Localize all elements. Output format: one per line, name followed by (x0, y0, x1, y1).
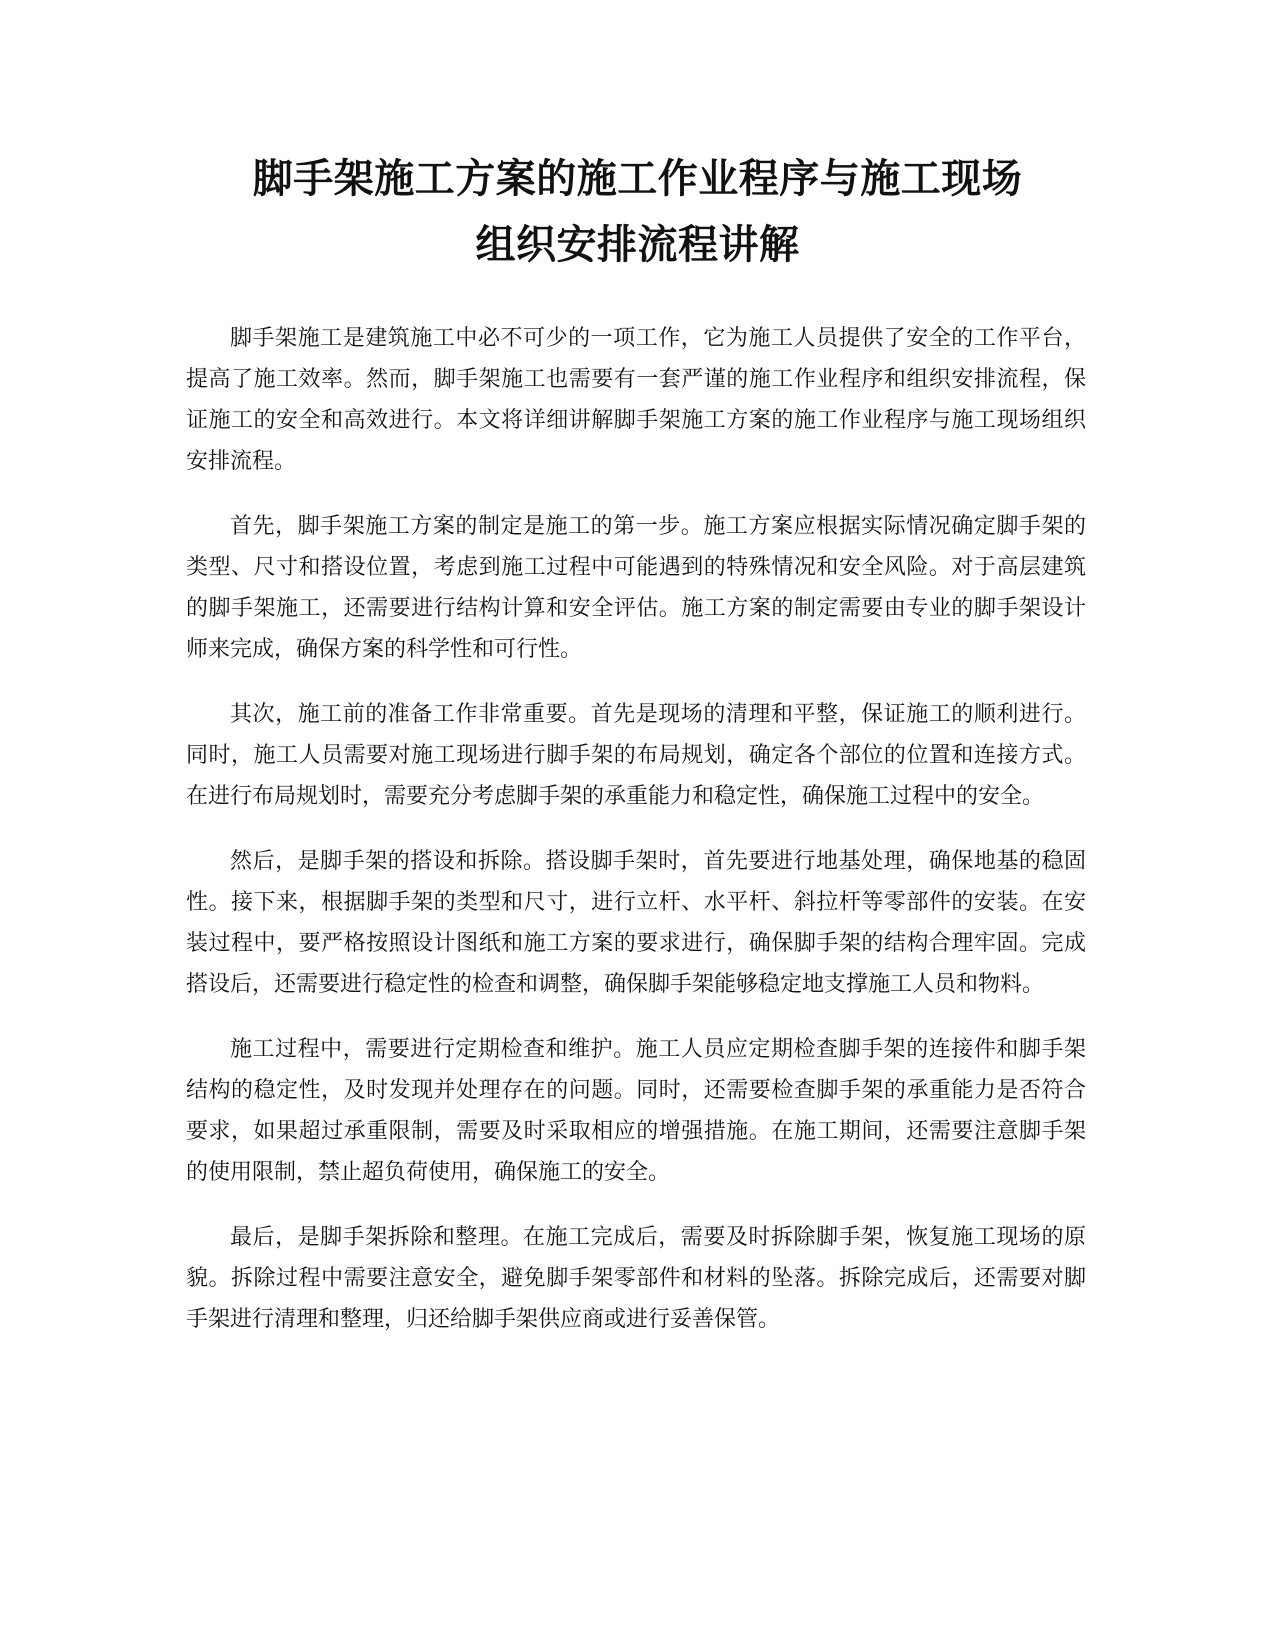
paragraph-plan: 首先，脚手架施工方案的制定是施工的第一步。施工方案应根据实际情况确定脚手架的类型、尺寸和搭设位置，考虑到施工过程中可能遇到的特殊情况和安全风险。对于高层建筑的脚手架施工，还需要进行结构计算和安全评估。施工方案的制定需要由专业的脚手架设计师来完成，确保方案的科学性和可行性。 (186, 514, 1086, 662)
paragraph-erection: 然后，是脚手架的搭设和拆除。搭设脚手架时，首先要进行地基处理，确保地基的稳固性。接下来，根据脚手架的类型和尺寸，进行立杆、水平杆、斜拉杆等零部件的安装。在安装过程中，要严格按照设计图纸和施工方案的要求进行，确保脚手架的结构合理牢固。完成搭设后，还需要进行稳定性的检查和调整，确保脚手架能够稳定地支撑施工人员和物料。 (186, 849, 1086, 997)
document-title (150, 146, 1125, 278)
paragraph-preparation: 其次，施工前的准备工作非常重要。首先是现场的清理和平整，保证施工的顺利进行。同时，施工人员需要对施工现场进行脚手架的布局规划，确定各个部位的位置和连接方式。在进行布局规划时，需要充分考虑脚手架的承重能力和稳定性，确保施工过程中的安全。 (186, 702, 1086, 809)
paragraph-dismantling: 最后，是脚手架拆除和整理。在施工完成后，需要及时拆除脚手架，恢复施工现场的原貌。拆除过程中需要注意安全，避免脚手架零部件和材料的坠落。拆除完成后，还需要对脚手架进行清理和整理，归还给脚手架供应商或进行妥善保管。 (186, 1225, 1086, 1332)
title-line-1: 脚手架施工方案的施工作业程序与施工现场 (252, 156, 1023, 202)
title-line-2: 组织安排流程讲解 (475, 222, 800, 268)
paragraph-intro: 脚手架施工是建筑施工中必不可少的一项工作，它为施工人员提供了安全的工作平台，提高了施工效率。然而，脚手架施工也需要有一套严谨的施工作业程序和组织安排流程，保证施工的安全和高效进行。本文将详细讲解脚手架施工方案的施工作业程序与施工现场组织安排流程。 (186, 326, 1086, 474)
paragraph-inspection: 施工过程中，需要进行定期检查和维护。施工人员应定期检查脚手架的连接件和脚手架结构的稳定性，及时发现并处理存在的问题。同时，还需要检查脚手架的承重能力是否符合要求，如果超过承重限制，需要及时采取相应的增强措施。在施工期间，还需要注意脚手架的使用限制，禁止超负荷使用，确保施工的安全。 (186, 1037, 1086, 1185)
document-body (186, 318, 1086, 1364)
